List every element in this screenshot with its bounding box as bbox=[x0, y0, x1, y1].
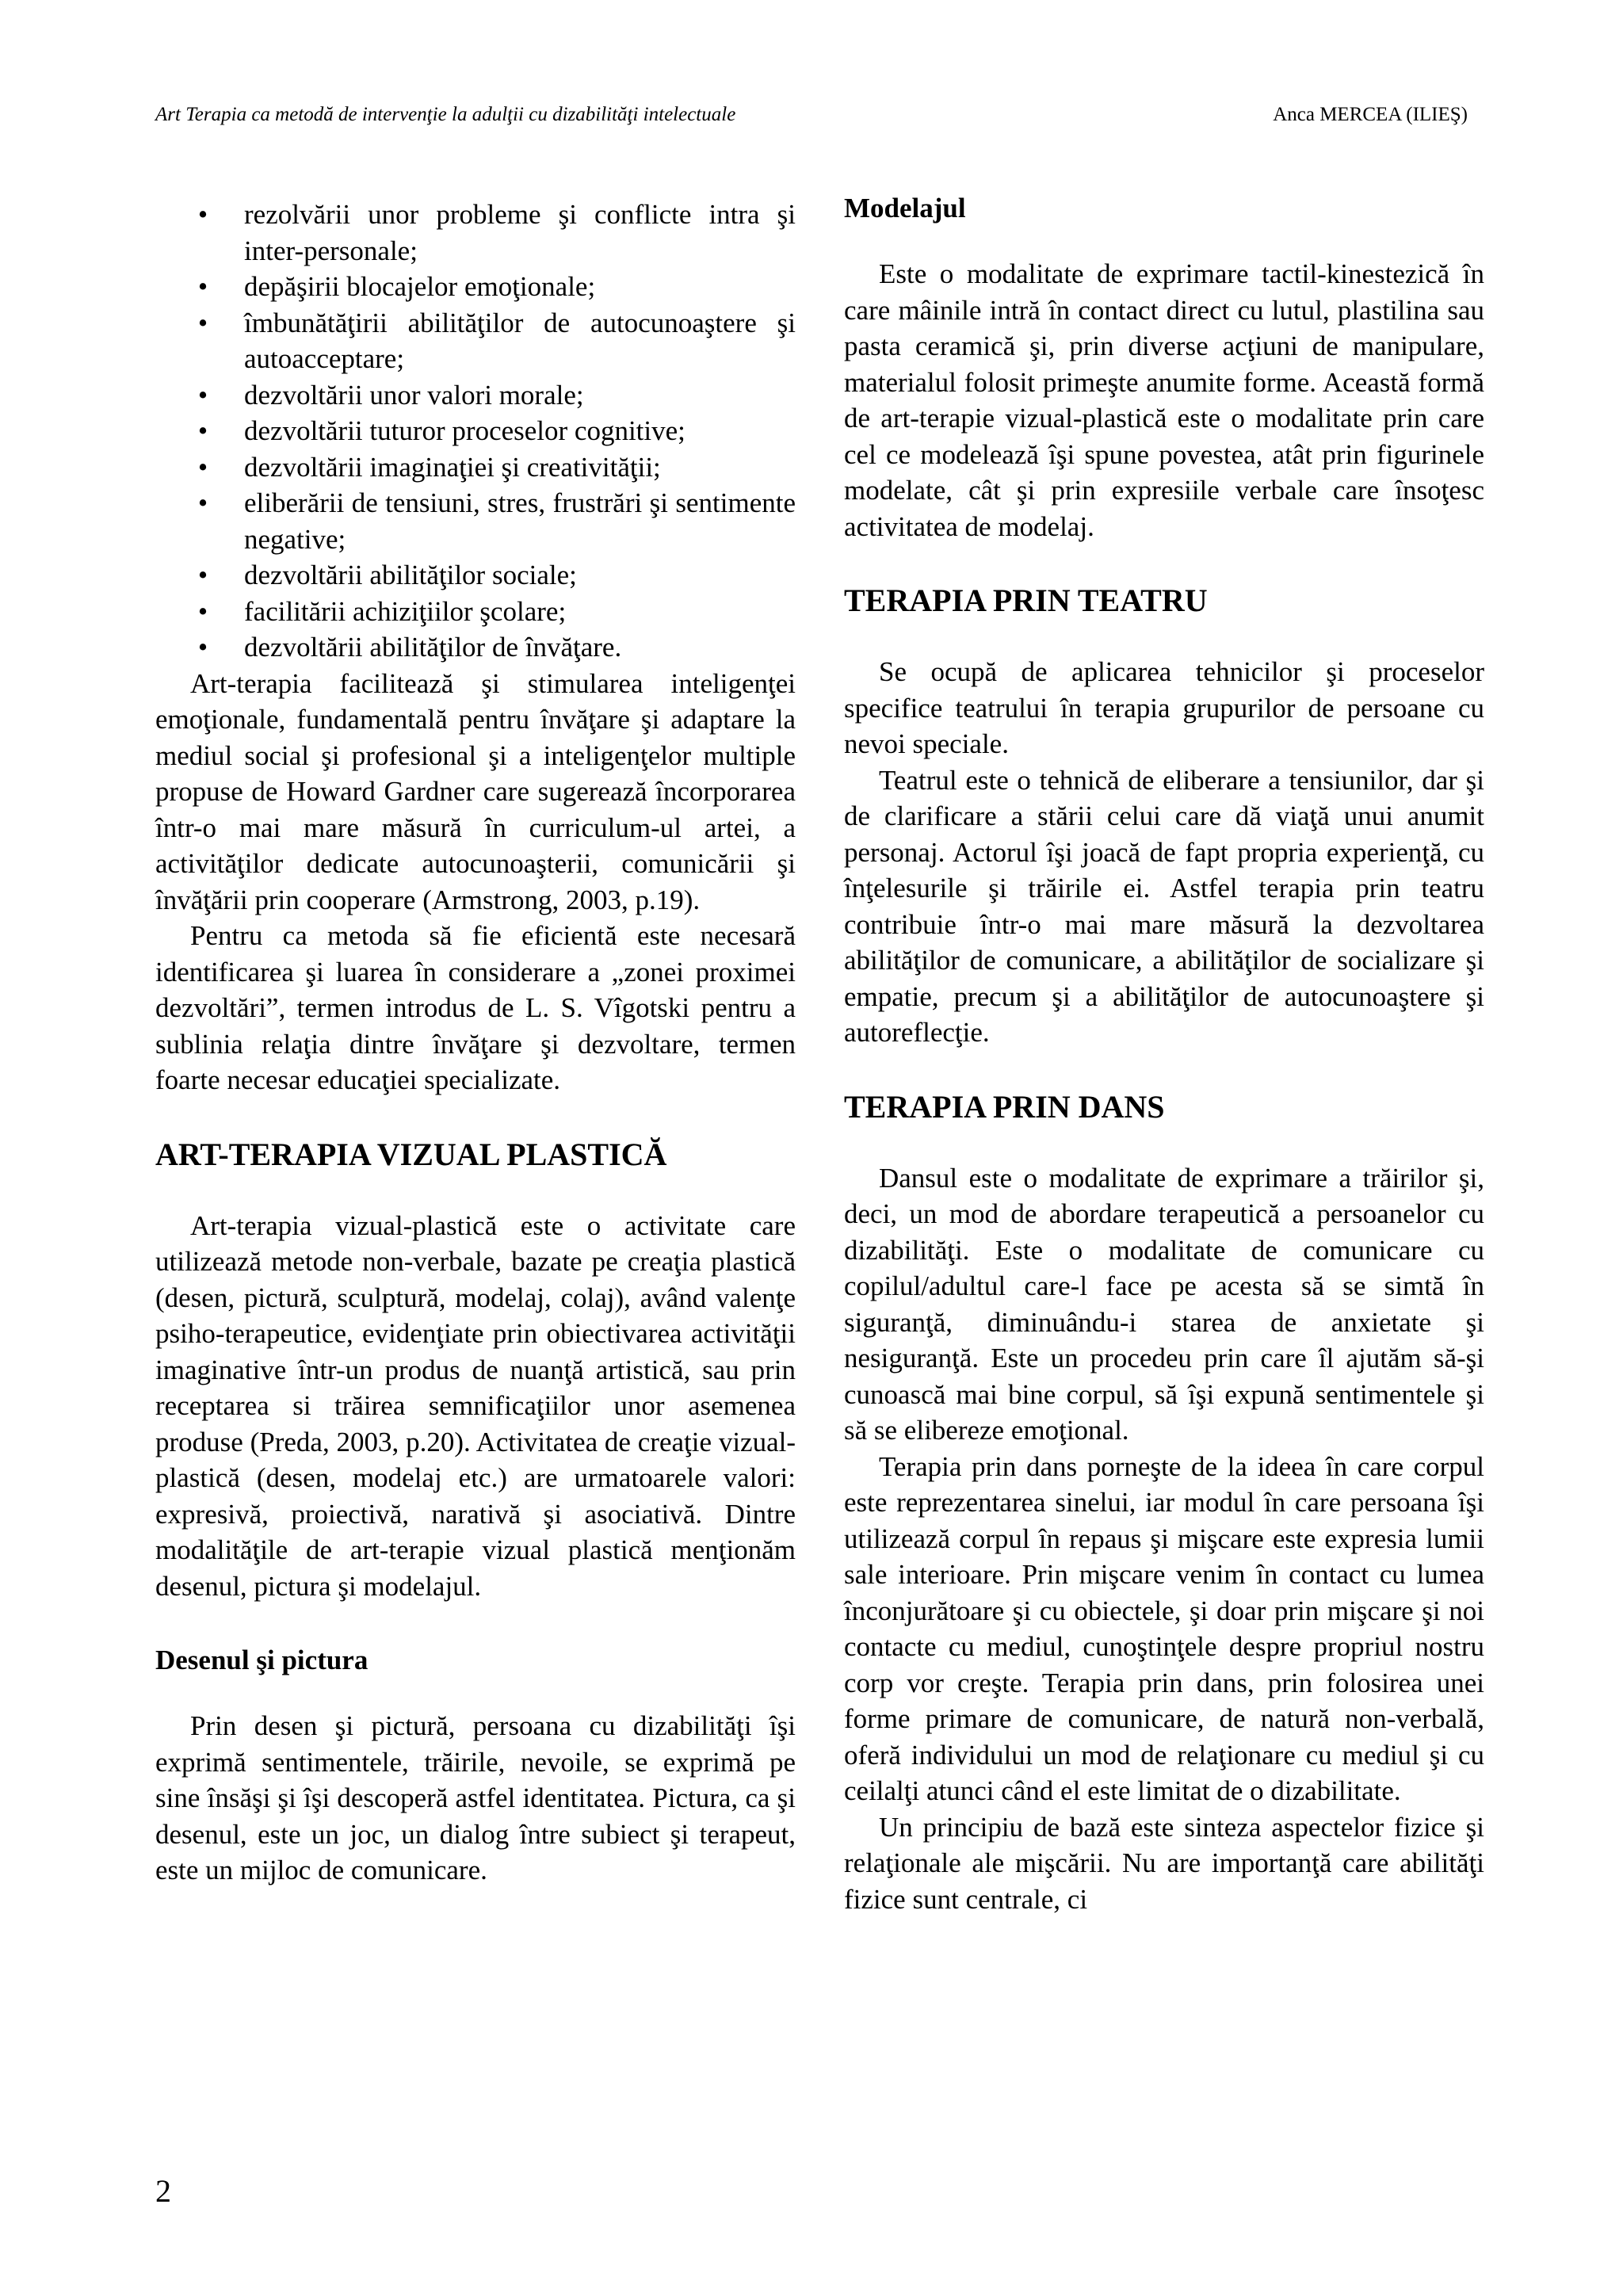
list-item bbox=[155, 629, 796, 666]
paragraph-modelaj: Este o modalitate de exprimare tactil-kinestezică în care mâinile intră în contact direct cu lutul, plastilina sau pasta ceramică şi, prin diverse acţiuni de manipulare, materialul folosit primeşte anumite forme. Această formă de art-terapie vizual-plastică este o modalitate prin care cel ce modelează îşi spune povestea, atât prin figurinele modelate, cât şi prin expresiile verbale care însoţesc activitatea de modelaj. bbox=[844, 258, 1484, 542]
section-title-dans: TERAPIA PRIN DANS bbox=[844, 1088, 1165, 1125]
subsection-title-modelaj: Modelajul bbox=[844, 193, 966, 223]
bullet-icon: • bbox=[197, 487, 208, 518]
bullet-icon: • bbox=[197, 632, 208, 663]
paragraph-teatru-2: Teatrul este o tehnică de eliberare a tensiunilor, dar şi de clarificare a stării celui care dă viaţă unui anumit personaj. Actorul îşi joacă de fapt propria experienţă, cu înţelesurile şi trăirile ei. Astfel terapia prin teatru contribuie într-o mai mare măsură la dezvoltarea abilităţilor de comunicare, a abilităţilor de socializare şi empatie, precum şi a abilităţilor de autocunoaştere şi autoreflecţie. bbox=[844, 764, 1484, 1048]
list-item bbox=[155, 485, 796, 557]
paragraph-dans-1: Dansul este o modalitate de exprimare a trăirilor şi, deci, un mod de abordare terapeutică a persoanelor cu dizabilităţi. Este o modalitate de comunicare cu copilul/adultul care-l face pe acesta să se simtă în siguranţă, diminuându-i starea de anxietate şi nesiguranţă. Este un procedeu prin care îl ajutăm să-şi cunoască mai bine corpul, să îşi expună sentimentele şi să se elibereze emoţional. bbox=[844, 1162, 1484, 1446]
bullet-icon: • bbox=[197, 379, 208, 411]
list-item-text: rezolvării unor probleme şi conflicte intra şi inter-personale; bbox=[244, 199, 796, 266]
paragraph-teatru-1: Se ocupă de aplicarea tehnicilor şi proceselor specifice teatrului în terapia grupurilor de persoane cu nevoi speciale. bbox=[844, 656, 1484, 759]
left-column bbox=[155, 189, 796, 1889]
bullet-icon: • bbox=[197, 451, 208, 483]
bullet-icon: • bbox=[197, 307, 208, 338]
header-author: Anca MERCEA (ILIEŞ) bbox=[1273, 104, 1468, 125]
bullet-icon: • bbox=[197, 595, 208, 627]
list-item bbox=[155, 557, 796, 594]
header-title: Art Terapia ca metodă de intervenţie la adulţii cu dizabilităţi intelectuale bbox=[155, 104, 736, 125]
list-item-text: dezvoltării unor valori morale; bbox=[244, 379, 584, 411]
list-item-text: dezvoltării abilităţilor de învăţare. bbox=[244, 632, 622, 663]
paragraph-metoda: Pentru ca metoda să fie eficientă este necesară identificarea şi luarea în considerare a „zonei proximei dezvoltări”, termen introdus de L. S. Vîgotski pentru a sublinia relaţia dintre învăţare şi dezvoltare, termen foarte necesar educaţiei specializate. bbox=[155, 920, 796, 1095]
list-item bbox=[155, 449, 796, 486]
list-item-text: dezvoltării imaginaţiei şi creativităţii; bbox=[244, 451, 661, 483]
list-item-text: dezvoltării abilităţilor sociale; bbox=[244, 560, 577, 590]
page-number: 2 bbox=[155, 2173, 171, 2209]
paragraph-desen: Prin desen şi pictură, persoana cu dizabilităţi îşi exprimă sentimentele, trăirile, nevoile, se exprimă pe sine însăşi şi îşi descoperă astfel identitatea. Pictura, ca şi desenul, este un joc, un dialog între subiect şi terapeut, este un mijloc de comunicare. bbox=[155, 1710, 796, 1885]
paragraph-art-terapia: Art-terapia facilitează şi stimularea inteligenţei emoţionale, fundamentală pentru învăţare şi adaptare la mediul social şi profesional şi a inteligenţelor multiple propuse de Howard Gardner care sugerează încorporarea într-o mai mare măsură în curriculum-ul artei, a activităţilor dedicate autocunoaşterii, comunicării şi învăţării prin cooperare (Armstrong, 2003, p.19). bbox=[155, 667, 796, 915]
list-item bbox=[155, 197, 796, 269]
section-title-vizual-plastica: ART-TERAPIA VIZUAL PLASTICĂ bbox=[155, 1136, 667, 1172]
list-item bbox=[155, 305, 796, 377]
list-item bbox=[155, 377, 796, 414]
list-item-text: depăşirii blocajelor emoţionale; bbox=[244, 271, 596, 302]
bullet-icon: • bbox=[197, 560, 208, 590]
list-item-text: dezvoltării tuturor proceselor cognitive; bbox=[244, 415, 685, 446]
running-header bbox=[155, 95, 1468, 135]
list-item bbox=[155, 413, 796, 449]
right-column bbox=[844, 189, 1484, 1917]
paragraph-dans-3: Un principiu de bază este sinteza aspectelor fizice şi relaţionale ale mişcării. Nu are importanţă care abilităţi fizice sunt centrale, ci bbox=[844, 1811, 1484, 1915]
list-item-text: facilitării achiziţiilor şcolare; bbox=[244, 595, 567, 627]
paragraph-vizual-plastica: Art-terapia vizual-plastică este o activitate care utilizează metode non-verbale, bazate pe creaţia plastică (desen, pictură, sculptură, modelaj, colaj), având valenţe psiho-terapeutice, evidenţiate prin obiectivarea activităţii imaginative într-un produs de nuanţă artistică, sau prin receptarea si trăirea semnificaţiilor unor asemenea produse (Preda, 2003, p.20). Activitatea de creaţie vizual-plastică (desen, modelaj etc.) are urmatoarele valori: expresivă, proiectivă, narativă şi asociativă. Dintre modalităţile de art-terapie vizual plastică menţionăm desenul, pictura şi modelajul. bbox=[155, 1209, 796, 1602]
bullet-icon: • bbox=[197, 415, 208, 446]
benefits-list bbox=[155, 197, 796, 666]
subsection-title-desen: Desenul şi pictura bbox=[155, 1645, 369, 1675]
list-item-text: eliberării de tensiuni, stres, frustrări şi sentimente negative; bbox=[244, 487, 796, 555]
list-item bbox=[155, 269, 796, 305]
bullet-icon: • bbox=[197, 199, 208, 230]
list-item-text: îmbunătăţirii abilităţilor de autocunoaştere şi autoacceptare; bbox=[244, 307, 796, 374]
section-title-teatru: TERAPIA PRIN TEATRU bbox=[844, 583, 1208, 618]
bullet-icon: • bbox=[197, 271, 208, 302]
list-item bbox=[155, 594, 796, 630]
paragraph-dans-2: Terapia prin dans porneşte de la ideea în care corpul este reprezentarea sinelui, iar modul în care persoana îşi utilizează corpul în repaus şi mişcare este expresia lumii sale interioare. Prin mişcare venim în contact cu lumea înconjurătoare şi cu obiectele, şi doar prin mişcare şi noi contacte cu mediul, cunoştinţele despre propriul nostru corp vor creşte. Terapia prin dans, prin folosirea unei forme primare de comunicare, de natură non-verbală, oferă individului un mod de relaţionare cu mediul şi cu ceilalţi atunci când el este limitat de o dizabilitate. bbox=[844, 1450, 1484, 1806]
